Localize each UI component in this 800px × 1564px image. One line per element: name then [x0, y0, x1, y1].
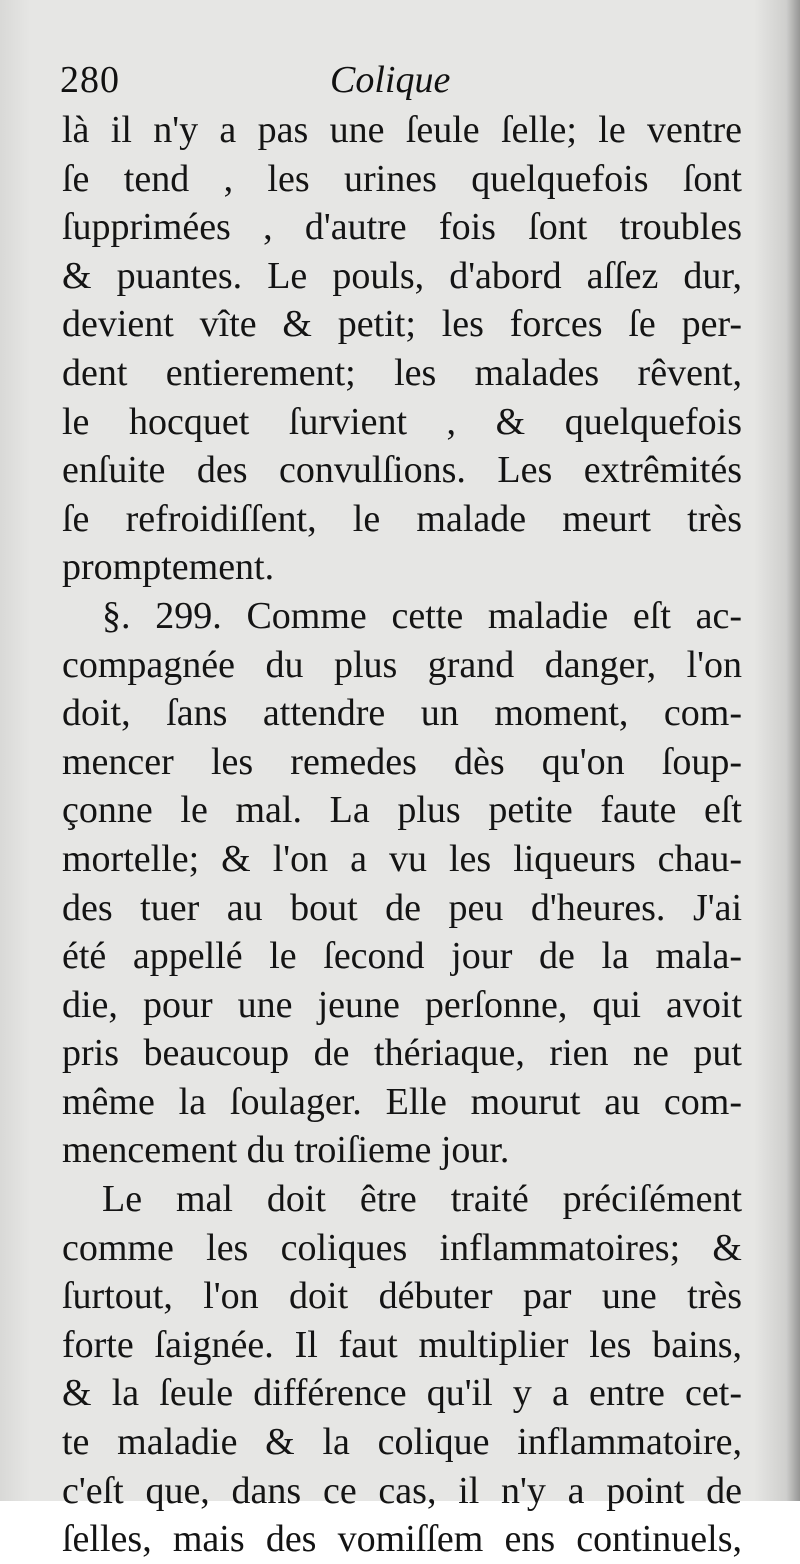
text-line: doit, ſans attendre un moment, com-	[62, 692, 742, 735]
text-line: pris beaucoup de thériaque, rien ne put	[62, 1032, 742, 1075]
text-line: dent entierement; les malades rêvent,	[62, 351, 742, 394]
text-line: ſe refroidiſſent, le malade meurt très	[62, 497, 742, 540]
paragraph-start-line: §. 299. Comme cette maladie eſt ac-	[102, 594, 742, 637]
text-line: promptement.	[62, 546, 275, 589]
text-line: die, pour une jeune perſonne, qui avoit	[62, 983, 742, 1026]
text-line: été appellé le ſecond jour de la mala-	[62, 935, 742, 978]
text-line: & la ſeule différence qu'il y a entre cet-	[62, 1372, 742, 1415]
paragraph-start-line: Le mal doit être traité préciſément	[102, 1178, 742, 1221]
page-number: 280	[60, 59, 120, 101]
text-line: des tuer au bout de peu d'heures. J'ai	[62, 886, 742, 929]
text-line: te maladie & la colique inflammatoire,	[62, 1421, 742, 1464]
text-line: enſuite des convulſions. Les extrêmités	[62, 449, 742, 492]
text-line: devient vîte & petit; les forces ſe per-	[62, 303, 742, 346]
text-line: forte ſaignée. Il faut multiplier les bains,	[62, 1323, 742, 1366]
page-left-shadow	[0, 0, 30, 1501]
running-head: Colique	[330, 59, 451, 101]
page-header	[60, 52, 740, 108]
text-line: comme les coliques inflammatoires; &	[62, 1226, 742, 1269]
text-line: là il n'y a pas une ſeule ſelle; le ventre	[62, 109, 742, 151]
text-line: ſupprimées , d'autre fois ſont troubles	[62, 206, 742, 249]
text-line: mortelle; & l'on a vu les liqueurs chau-	[62, 837, 742, 880]
text-line: le hocquet ſurvient , & quelquefois	[62, 400, 742, 443]
page-edge-shadow	[754, 0, 800, 1501]
text-line: ſe tend , les urines quelquefois ſont	[62, 157, 742, 200]
text-line: ſurtout, l'on doit débuter par une très	[62, 1275, 742, 1318]
text-line: c'eſt que, dans ce cas, il n'y a point de	[62, 1469, 742, 1512]
text-line: compagnée du plus grand danger, l'on	[62, 643, 742, 686]
text-line: mencer les remedes dès qu'on ſoup-	[62, 740, 742, 783]
text-line: ſelles, mais des vomiſſem ens continuels,	[62, 1518, 742, 1561]
text-line: même la ſoulager. Elle mourut au com-	[62, 1080, 742, 1123]
body-text	[62, 106, 742, 1564]
text-line: & puantes. Le pouls, d'abord aſſez dur,	[62, 254, 742, 297]
text-line: mencement du troiſieme jour.	[62, 1129, 510, 1172]
text-line: çonne le mal. La plus petite faute eſt	[62, 789, 742, 832]
